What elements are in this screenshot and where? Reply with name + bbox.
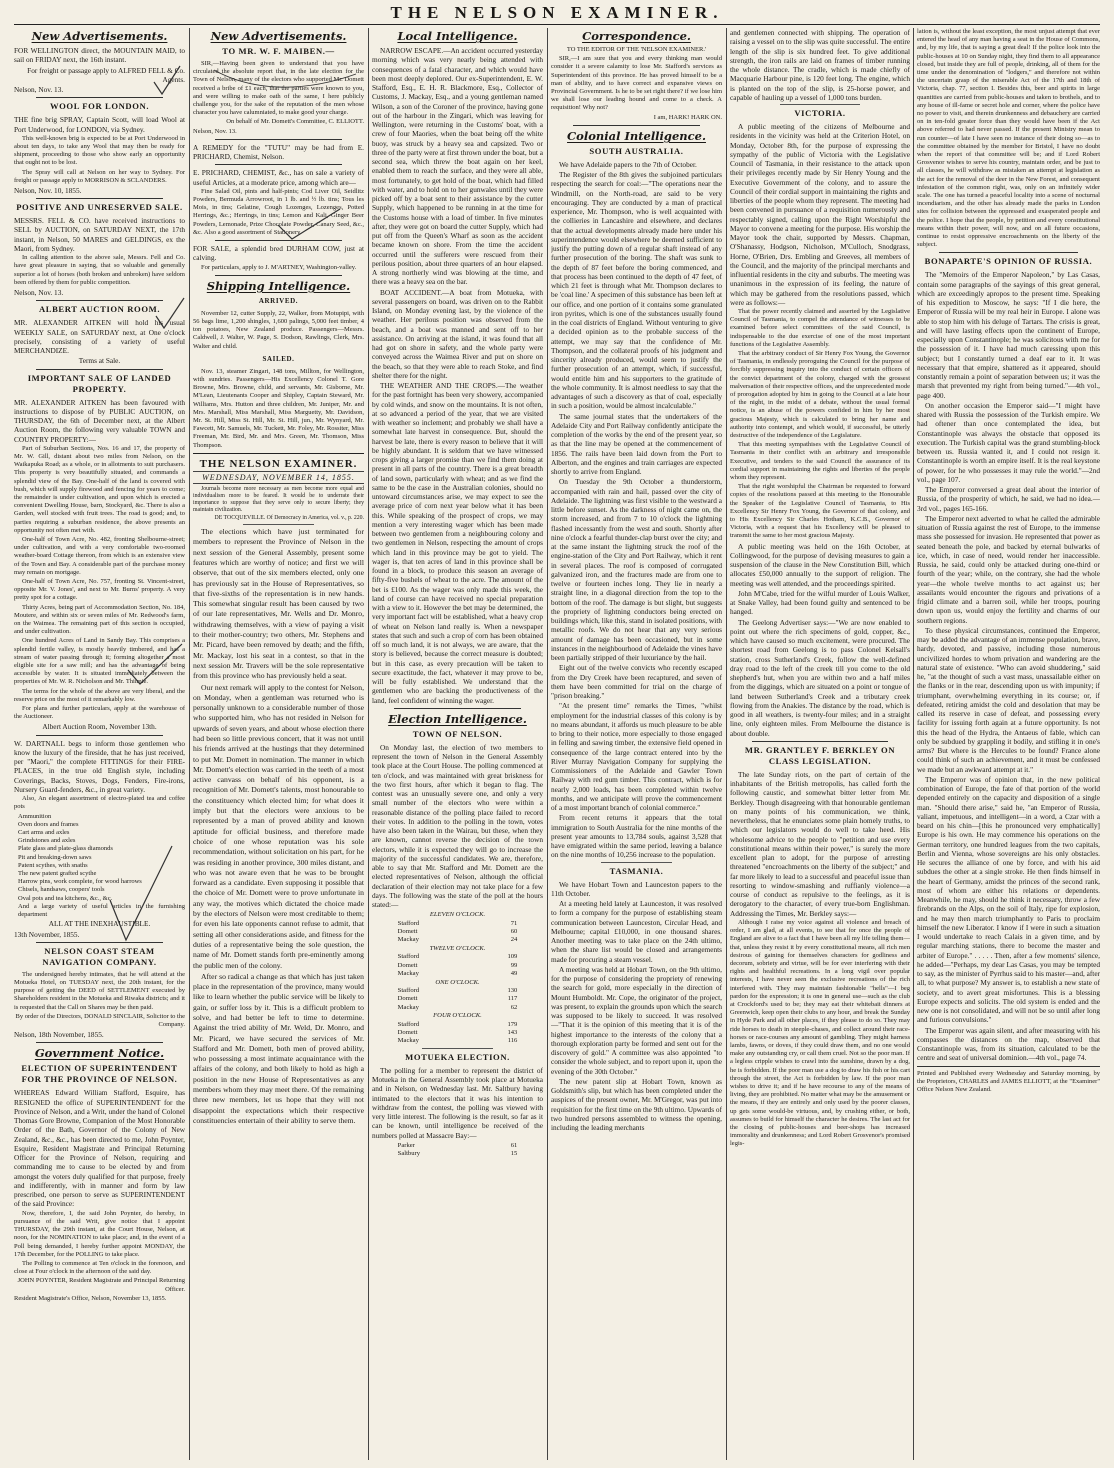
column-advertisements-2 [193, 28, 364, 1460]
ad-agents: For freight or passage apply to ALFRED FELL & Co. Agents. [27, 65, 185, 84]
poll-cell: 71 [510, 919, 518, 927]
letter-text: SIR,—Having been given to understand that you have circulated the absolute report that, in the late election for the Town of Nelson, many of the electors who supported Mr. Domett received a bribe of £1 each, that the parties were known to you, and were willing to make oath of the same, I here publicly challenge you, for the sake of the reputation of the men whose character you have calumniated, to make good your charge. [193, 60, 364, 117]
news-paragraph: and gentlemen connected with shipping. The operation of raising a vessel on to the slip was quite successful. The entire length of the slip is six hundred feet. To give additional strength, the iron rails are laid on frames of timber running the whole distance. The cradle, which is made chiefly of Macquarie Harbour pine, is 120 feet long. The engine, which is planted on the top of the slip, is 25-horse power, and capable of hauling up a vessel of 1,000 tons burden. [730, 28, 910, 102]
ad-date: Nelson, Nov. 10, 1855. [14, 185, 82, 195]
ad-text: One hundred Acres of Land in Sandy Bay. This comprises a splendid fertile valley, is mostly heavily timbered, and has a stream of water passing through it; forming altogether a most eligible site for a saw mill; and has the advantage of being accessible by water. It is situated immediately between the properties of Mr. W. R. Nicholson and Mr. Thilmie. [14, 637, 185, 686]
divider [752, 741, 888, 742]
news-paragraph: NARROW ESCAPE.—An accident occurred yesterday morning which was very nearly being attended with consequences of a fatal character, and which would have been most deeply deplored. Our ex-Superintendent, E. W. Stafford, Esq., E. H. R. Blackmore, Esq., Collector of Customs, J. Mackay, Esq., and a young gentleman named Wilson, a son of the Coroner of the province, having gone out of the harbour in the Zingari, which was leaving for Wellington, were returning in the Customs' boat, with a crew of four Maories, when the boat being off the white buoy, was struck by a heavy sea and capsized. Two or three of the party were at first thrown under the boat, but a second sea, which threw the boat again on her keel, enabled them to reach the surface, and they were all able, most fortunately, to get hold of the boat, which had filled with water, and to hold on to her gunwales until they were picked off by a boat sent to their assistance by the cutter Supply, which happened to be running in at the time for the Customs house with a load of timber. In five minutes after, they were got on board the cutter Supply, which had put off from the Queen's Wharf as soon as the accident became known on shore. From the time the accident occurred until the sufferers were rescued from their perilous position, about three quarters of an hour elapsed. A strong northerly wind was blowing at the time, and there was a heavy sea on the bar. [372, 46, 543, 287]
poll-cell: 15 [510, 1150, 518, 1158]
ad-steam-navigation: The undersigned hereby intimates, that he will attend at the Motueka Hotel, on TUESDAY next, the 20th instant, for the purpose of getting the DEED of SETTLEMENT executed by Shareholders resident in the Motueka and Riwaka districts; and it is requested that the Call on Shares may be then paid. [14, 970, 185, 1011]
shipping-sailed: Nov. 13, steamer Zingari, 148 tons, Millton, for Wellington, with sundries. Passengers—His Excellency Colonel T. Gore Browne, Mrs. Browne, child, and servants, Mr. Gisborne, Mr. M'Lean, Lieutenants Cooper and Shipley, Captain Steward, Mr. Williams, Mrs. Hutton and three children, Mr. Juniper, Mr. and Mrs. Marshall, Miss Marshall, Miss Marguetty, Mr. Davidson, Mr. St. Hill, Miss St. Hill, Mr. St. Hill, jun., Mr. Wynyard, Mr. Fawcett, Mr. Samuels, Mr. Tuckett, Mr. Foley, Mr. Rossiter, Miss Freeman, Mr. Bird, Mr. and Mrs. Green, Mr. Thomson, Miss Thompson. [193, 367, 364, 449]
section-heading: New Advertisements. [31, 29, 168, 43]
divider [215, 240, 342, 241]
news-paragraph: The Emperor was of opinion that, in the new political combination of Europe, the fate of that portion of the world depended entirely on the capacity and disposition of a single man. "Should there arise," said he, "an Emperor of Russia, valiant, impetuous, and intelligent—in a word, a Czar with a beard on his chin—[this he pronounced very emphatically] Europe is his own. He may commence his operations on the German territory, one hundred leagues from the two capitals, Berlin and Vienna, whose sovereigns are his only obstacles. He secures the alliance of one by force, and with his aid subdues the other at a single stroke. He then finds himself in the heart of Germany, amidst the princes of the second rank, most of whom are either his relations or dependents. Meanwhile, he may, should he think it necessary, throw a few firebrands on the Alps, on the soil of Italy, ripe for explosion, and he may then march triumphantly to Paris to proclaim himself the new Liberator. I know if I were in such a situation I would undertake to reach Calais in a given time, and by regular marching stations, there to become the master and arbiter of Europe." . . . . . Then, after a few moments' silence, he added—"Perhaps, my dear Las Casas, you may be tempted to say, as the minister of Pyrrhus said to his master—and, after all, to what purpose? My answer is, to establish a new state of society, and to avert great misfortunes. This is a blessing Europe expects and solicits. The old system is ended and the new one is not consolidated, and will not be so until after long and furious convulsions." [917, 774, 1100, 1025]
poll-cell: 143 [507, 1028, 518, 1036]
divider [780, 104, 860, 105]
ad-date: Nelson, Nov. 13. [14, 85, 64, 94]
ad-heading: IMPORTANT SALE OF LANDED PROPERTY. [27, 372, 172, 394]
poll-cell: Domett [397, 995, 418, 1003]
masthead-rule [14, 24, 1100, 25]
resolution: That the arbitrary conduct of Sir Henry Fox Young, the Governor of Tasmania, in endlessly proroguing the Council for the purpose of forcibly suppressing inquiry into the conduct of certain officers of the convict department of the colony, charged with the grossest malversation of their respective offices, and the unprecedented mode of prorogation adopted by him in going to the Council at a late hour of the night, in the midst of a debate, without the usual formal notice, is an abuse of the powers confided in him by her most gracious Majesty, which is calculated to bring her name and authority into contempt, and which would, if successful, be utterly destructive of the independence of the Legislature. [730, 350, 910, 440]
ad-durham-cow: FOR SALE, a splendid bred DURHAM COW, just at calving. [193, 244, 364, 263]
poll-row [398, 936, 518, 944]
divider [422, 1048, 493, 1049]
poll-cell: Saltbury [397, 1150, 421, 1158]
news-paragraph: On another occasion the Emperor said—"I might have shared with Russia the possession of the Turkish empire. We had oftener than once contemplated the idea, but Constantinople was always the obstacle that opposed its execution. The Turkish capital was the grand stumbling-block between us. Russia wanted it, and I could not resign it. Constantinople is worth an empire itself. It is the real keystone of power, for he who possesses it may rule the world."—2nd vol., page 107. [917, 400, 1100, 484]
column-local-intelligence [372, 28, 543, 1460]
section-heading: Government Notice. [34, 1046, 165, 1061]
poll-cell: Stafford [397, 953, 420, 961]
news-paragraph: The new patent slip at Hobart Town, known as Goldsmith's slip, but which has been completed under the auspices of the present owner, Mr. M'Gregor, was put into requisition for the first time on the 9th ultimo. Upwards of two hundred persons assembled to witness the opening, including the leading merchants [551, 1076, 722, 1133]
poll-cell: 117 [507, 995, 518, 1003]
ad-text: The terms for the whole of the above are very liberal, and the reserve price on the most of it remarkably low. [14, 687, 185, 703]
subheading: BONAPARTE'S OPINION OF RUSSIA. [924, 256, 1093, 267]
ad-text: Part of Suburban Sections, Nos. 16 and 17, the property of Mr. W. Gill, distant about two miles from Nelson, on the Waikapuka Road; as a whole, or in allotments to suit purchasers. This property is very beautifully situated, and commands a splendid view of the Bay. One-half of the land is covered with bush, which will supply firewood and fencing for years to come; the remainder is under cultivation, and upon which is erected a convenient Dwelling House, barn, Stockyard, &c. There is also a Garden, well stocked with fruit trees. The road is good; and, to parties requiring a suburban residence, the above presents an opportunity not often met with. [14, 444, 185, 534]
poll-cell: Domett [397, 928, 418, 936]
section-heading: Correspondence. [582, 29, 691, 43]
ad-signature: By order of the Directors, DONALD SINCLAIR, Solicitor to the Company. [15, 1012, 185, 1028]
ad-horse-sale: MESSRS. FELL & CO. have received instructions to SELL by AUCTION, on SATURDAY NEXT, the 17th instant, in Nelson, 50 MARES and GELDINGS, ex the Maori, from Sydney. [14, 216, 185, 253]
ad-list-item: Chisels, handsaws, coopers' tools [18, 886, 105, 894]
poll-cell: 60 [510, 928, 518, 936]
poll-row [398, 1004, 518, 1012]
divider [36, 300, 163, 301]
ad-item-list [14, 813, 185, 920]
poll-cell: 61 [510, 1141, 518, 1149]
ad-text: In calling attention to the above sale, Messrs. Fell and Co. have great pleasure in saying, that so valuable and generally superior a lot of horses (both broken and unbroken) have seldom been offered by them for public competition. [14, 254, 185, 286]
news-paragraph: The same journal states that the undertakers of the Adelaide City and Port Railway confidently anticipate the completion of the works by the end of the present year, so as that the line may be opened at the commencement of 1856. The rails have been laid down from the Port to Alberton, and the engines and train carriages are expected shortly to arrive from England. [551, 411, 722, 477]
ad-heading: WOOL FOR LONDON. [49, 101, 150, 112]
notice-text: Now, therefore, I, the said John Poynter, do hereby, in pursuance of the said Writ, give notice that I appoint THURSDAY, the 29th instant, at the Court House, Nelson, at noon, for the NOMINATION to take place; and, in the event of a Poll being demanded, I hereby further appoint MONDAY, the 17th December, for the POLLING to take place. [14, 1209, 185, 1258]
ad-list-item: Oval pots and tea kitchens, &c., &c. [18, 894, 113, 902]
notice-date: Resident Magistrate's Office, Nelson, November 13, 1855. [14, 1294, 167, 1302]
letter-text: lation is, without the least exception, the most unjust attempt that ever entered the head of any man having a seat in the House of Commons, and, by my life, that is saying a great deal! If the police look into the public-houses at 10 on Sunday night, they find them to all appearance closed, but inside they are full of people, drinking, all of them for the time under the denomination of "lodgers," and therefore not within the uncertain grasp of the miserable Act of the 17th and 18th of Victoria, chap. 77, section I. Besides this, beer and spirits in large quantities are carried from public-houses and taken to brothels, and to any house of ill-fame or secret hole and corner, where the police have no power to visit, and therein drunkenness and debauchery are carried on in ten-fold greater force than they would have been if the Act above referred to had never passed. If the present Ministry mean to run counter—of late I have seen no instance of their doing so—as to the committee obtained by the member for Bristol, I have no doubt when the report of that committee will be; and if Lord Robert Grosvenor wishes to serve his country, maintain order, and be just to all classes, he will withdraw as mistaken an attempt at legislation as the act for the removal of the deer in the New Forest, and consequent infestation of the common right, was, only on an infinitely wider scale. The one has turned a peaceful locality into a scene of nocturnal incendiarism, and the other has already made the parks in London sites for collision between the oppressed and exasperated people and the police. I hope that the people, by petition and every constitutional means within their power, will now, and on all future occasions, continue to resist oppressive encroachments on the liberty of the subject. [917, 28, 1100, 249]
ad-text: Also, An elegant assortment of electro-plated tea and coffee pots [14, 795, 185, 811]
poll-cell: FOUR O'CLOCK. [433, 1012, 482, 1020]
poll-cell: 62 [510, 1003, 518, 1011]
notice-heading: ELECTION OF SUPERINTENDENT FOR THE PROVINCE OF NELSON. [21, 1063, 178, 1085]
ad-text: One-half of Town Acre, No. 757, fronting St. Vincent-street, opposite Mr. V. Jones', and next to Mr. Burns' property. A very pretty spot for a cottage. [14, 578, 185, 602]
ad-text: For plans and further particulars, apply at the warehouse of the Auctioneer. [14, 705, 185, 721]
news-paragraph: The Geelong Advertiser says:—"We are now enabled to point out where the rich specimens of gold, copper, &c., which have caused so much excitement, were procured. The shortest road from Geelong is to pass Colonel Kelsall's station, cross Sutherland's Creek, follow the well-defined dray road to the left of the creek till you come to the old shepherd's hut, when you are within two and a half miles from the diggings, which are situated on a point or tongue of land between Sutherland's Creek and a tributary creek flowing from the Anakies. The distance by the road, which is good in all weathers, is twenty-four miles; and in a straight line, only eighteen miles. From Melbourne the distance is about double. [730, 617, 910, 738]
imprint: Printed and Published every Wednesday and Saturday morning, by the Proprietors, CHARLES and JAMES ELLIOTT, at the "Examiner" Office Nelson New Zealand. [917, 1069, 1100, 1094]
news-paragraph: Eight out of the twelve convicts who recently escaped from the Dry Creek have been recaptured, and seven of them have been committed for trial on the charge of "prison breaking." [551, 663, 722, 701]
poll-row [398, 911, 518, 919]
ad-list-item: Oven doors and frames [18, 820, 79, 828]
ad-date: Albert Auction Room, November 13th. [42, 722, 157, 732]
epigraph: Journals become more necessary as men become more equal and individualism more to be feared. It would be to underrate their importance to suppose that they serve only to secure liberty; they maintain civilization. [193, 486, 364, 514]
ad-date: 13th November, 1855. [14, 929, 80, 939]
divider [215, 164, 342, 165]
news-paragraph: The Register of the 8th gives the subjoined particulars respecting the search for coal:—"The operations near the Windmill, on the North-road, are said to be very encouraging. They are conducted by a man of practical experience, Mr. Thompson, who is well acquainted with the collieries in Lancashire and elsewhere, and declares that the actual developments already made here under his superintendence would elsewhere be deemed sufficient to justify the putting down of a regular shaft instead of any further prosecution of the boring. The shaft was sunk to the depth of 87 feet before the boring commenced, and that process has been continued to the depth of 47 feet, of which 21 feet is through what Mr. Thompson declares to be 'coal line.' A specimen of this substance has been left at our office, and one portion of it contains some granulated iron pyrites, which is one of the substances usually found in the coal districts of England. Without venturing to give a decided opinion as to the probable success of the attempt, we may say that the confidence of Mr. Thompson, and the collateral proofs of his judgment and sincerity already produced, would seem to justify the further prosecution of an attempt, which, if successful, would entitle him and his supporters to the gratitude of the whole community. It is almost needless to say that the advantages of such a discovery as that of coal, especially in such a position, would be almost incalculable." [551, 170, 722, 411]
resolution: That the right worshipful the Chairman be requested to forward copies of the resolutions passed at this meeting to the Honourable the Speaker of the Legislative Council of Tasmania, to His Excellency Sir Henry Fox Young, the Governor of that colony, and to His Excellency Sir Charles Hotham, K.C.B., Governor of Victoria, with a request that his Excellency will be pleased to transmit the same to her most gracious Majesty. [730, 483, 910, 540]
poll-cell: 24 [510, 936, 518, 944]
letter-heading: TO THE EDITOR OF THE 'NELSON EXAMINER.' [566, 46, 707, 53]
letter-signature: I am, HARK! HARK ON. [653, 113, 722, 121]
news-paragraph: BOAT ACCIDENT.—A boat from Motueka, with several passengers on board, was driven on to the Rabbit Island, on Monday evening last, by the violence of the weather. Her perilous position was observed from the beach, and a boat was manned and sent off to her assistance. On arriving at the island, it was found that all had got on shore in safety, and the whole party were conveyed across the Waimea River and put on shore on the beach, so that they were able to reach Stoke, and find shelter there for the night. [372, 287, 543, 380]
news-paragraph: The Emperor conversed a great deal about the interior of Russia, of the prosperity of which, he said, we had no idea.—3rd vol., pages 165-166. [917, 485, 1100, 513]
poll-cell: TWELVE O'CLOCK. [429, 944, 486, 952]
editorial-date: WEDNESDAY, NOVEMBER 14, 1855. [193, 471, 364, 484]
subheading: TOWN OF NELSON. [412, 728, 503, 739]
news-paragraph: We have Hobart Town and Launceston papers to the 11th October. [551, 879, 722, 898]
news-paragraph: A public meeting of the citizens of Melbourne and residents in the vicinity was held at the Criterion Hotel, on Monday, October 8th, for the purpose of expressing the sympathy of the public of Victoria with the Legislative Council of Tasmania, in their resistance to the attack upon their privileges recently made by Sir Henry Young and the Executive Government of the colony, and to assure the Council of their cordial support in maintaining the rights and liberties of the people whom they represent. The meeting had been convened in pursuance of a requisition numerously and respectably signed, calling upon the Right Worshipful the Mayor to convene a meeting for the purpose. His worship the Mayor took the chair, supported by Messrs. Chapman, O'Shanassy, Hodgson, Nicholson, M'Culloch, Snodgrass, Horne, O'Brien, Drs. Embling and Greeves, all members of the Council, and the majority of the principal merchants and influential residents in the city and suburbs. The meeting was unanimous in the expression of its feeling, the nature of which may be gathered from the resolutions passed, which were as follows:— [730, 122, 910, 307]
ad-spray: THE fine brig SPRAY, Captain Scott, will load Wool at Port Underwood, for LONDON, via Sydney. [14, 115, 185, 134]
ad-text: One-half of Town Acre, No. 482, fronting Shelbourne-street; under cultivation, and with a very comfortable two-roomed weather-board Cottage thereon, from which is an extensive view of the Town and Bay. A considerable part of the purchase money may remain on mortgage. [14, 536, 185, 576]
editorial-paragraph: Our next remark will apply to the contest for Nelson, on Monday, when a gentleman was returned who is personally unknown to a considerable number of those who supported him, who has not resided in Nelson for upwards of seven years, and about whose election there had been so little previous concert, that it was not until his friends arrived at the hustings that they determined to put Mr. Domett in nomination. The manner in which Mr. Domett's election was carried in the teeth of a most active canvass on behalf of his opponent, is a recognition of Mr. Domett's talents, most honourable to the constituency which elected him; for what does it imply but that the electors were anxious to be represented by a man of proved ability and known aptitude for official business, and therefore made choice of one whose reputation was his sole recommendation, without solicitation on his part, for he was residing in another province, 300 miles distant, and who was not aware even that he was to be brought forward as a candidate. Even supposing it possible that the choice of Mr. Domett were to prove unfortunate in any way, the motives which dictated the choice made by the electors of Nelson were most creditable to them; for even his late opponents cannot refuse to admit, that setting all other considerations aside, and fitness for the duties of a representative being the sole question, the name of Mr. Domett stands forth pre-eminently among the public men of the colony. [193, 682, 364, 970]
poll-cell: Parker [397, 1141, 415, 1149]
divider [394, 708, 521, 709]
poll-cell: 179 [507, 1020, 518, 1028]
column-rule [189, 28, 190, 1460]
ad-list-item: Ammunition [18, 812, 52, 820]
subheading: MOTUEKA ELECTION. [405, 1051, 510, 1062]
news-paragraph: To these physical circumstances, continued the Emperor, may be added the advantage of an immense population, brave, hardy, devoted, and passive, including those numerous uncivilized hordes to whom privation and wandering are the natural state of existence. "Who can avoid shuddering," said he, "at the thought of such a vast mass, unassailable either on the flanks or in the rear, descending upon us with impunity; if triumphant, overwhelming everything in its course; or, if defeated, retiring amidst the cold and desolation that may be called its reserve in case of defeat, and possessing every facility for issuing forth again at a future opportunity. Is not this the head of the Hydra, the Antaeus of fable, which can only be subdued by grappling it bodily, and stifling it in one's arms? But where is the Hercules to be found? France alone could think of such an achievement, and it must be confessed we made but an awkward attempt at it." [917, 625, 1100, 774]
news-paragraph: The late Sunday riots, on the part of certain of the inhabitants of the British metropolis, has called forth the following caustic, and somewhat bitter letter from Mr. Berkley. Though disagreeing with that honourable gentleman on many points of his communication, we think, nevertheless, that he enunciates some plain homely truths, to which our legislators would do well to take heed. His wholesome advice to the people to "petition and use every constitutional means within their power," is surely the more excellent plan to adopt, for the purpose of arresting threatened "encroachments on the liberty of the subject;" and far more likely to lead to a successful and peaceful issue than resorting to window-smashing and ruffianly violence—a course of conduct as repulsive to the feelings, as it is derogatory to the character, of every true-born Englishman. Addressing the Times, Mr. Berkley says:— [730, 769, 910, 918]
divider [36, 97, 163, 98]
letter-text: Although I raise my voice against all violence and breach of order, I am glad, at all events, to see that for once the people of England are alive to a fact that I have been all my life telling them—that, unless they resist it by every constitutional means, all rich men desirous of gaining for themselves characters for godliness and decorum, sobriety and virtue, will be for ever interfering with their rights and healthful recreations. In a long vigil over popular interests, I have never seen the exclusive recreations of the rich interfered with. They may maintain fashionable "hells"—I beg pardon for the expression; it is one in general use—such as the club at Crockford's used to be; they may eat their whitebait dinners at Greenwich, keep open their clubs to any hour, and break the Sunday in Hyde Park and all other places, if they please to do so. They may ride horses to death in steeple-chases, and collect around their race-horses or race-courses any amount of gambling. They might harness lambs, fawns, or doves, if they could draw them, and no one would make any outstanding cry, or call them cruel. Not so the poor man. If a legless cripple wishes to crawl into the sunshine, drawn by a dog, he is forbidden. If the poor man use a dog to draw his fish or his cart through the street, the Act is forbidden by law. If the poor man wishes to drive it; and if he have recourse to any of the means of living, they are prohibited. No matter what may be the amusement or the means, if they are entirely and only used by the poorer classes, up gets some would-be virtuous, and, by crushing either, or both, assumes to build for himself the character he desires. The last act for the closing of public-houses and beer-shops has increased immorality and drunkenness; and Lord Robert Grosvenor's promised legis- [730, 918, 910, 1148]
poll-row [398, 953, 518, 961]
ad-terms: Terms at Sale. [78, 356, 121, 366]
ad-heading: ALBERT AUCTION ROOM. [38, 304, 161, 315]
ad-heading: POSITIVE AND UNRESERVED SALE. [16, 202, 183, 213]
letter-date: Nelson, Nov. 13. [193, 127, 237, 135]
notice-signature: JOHN POYNTER, Resident Magistrate and Principal Returning Officer. [17, 1277, 185, 1293]
ad-tutu-remedy: A REMEDY for the "TUTU" may be had from E. PRICHARD, Chemist, Nelson. [193, 142, 364, 162]
column-rule [368, 28, 369, 1460]
poll-table [398, 1142, 518, 1159]
divider [36, 1042, 163, 1043]
poll-row [398, 1021, 518, 1029]
poll-row [398, 1150, 518, 1158]
news-paragraph: We have Adelaide papers to the 7th of October. [559, 159, 697, 169]
ad-list-item: Patent scythes, with snaths [18, 861, 88, 869]
news-paragraph: John M'Cabe, tried for the wilful murder of Louis Walker, at Snake Valley, had been found guilty and sentenced to be hanged. [730, 588, 910, 617]
ad-date: Nelson, 18th November, 1855. [14, 1030, 104, 1040]
shipping-arrived: November 12, cutter Supply, 22, Walker, from Motupipi, with 56 bags lime, 1,200 shingles, 1,600 palings, 5,000 feet timber, 4 ton potatoes, New Zealand produce. Passengers—Messrs. Caldwell, J. Walter, W. Page, S. Dodson, Rawlings, Clerk, Mrs. Walter and child. [193, 309, 364, 350]
subheading: SOUTH AUSTRALIA. [589, 145, 684, 156]
poll-row [398, 1012, 518, 1020]
resolution: That the power recently claimed and asserted by the Legislative Council of Tasmania, to compel the attendance of witnesses to be examined before select committees of the said Council, is indispensable to the due exercise of one of the most important functions of the Legislative Assembly. [730, 308, 910, 348]
poll-cell: Stafford [397, 919, 420, 927]
news-paragraph: The Emperor next adverted to what he called the admirable situation of Russia against the rest of Europe, to the immense mass she possessed for invasion. He represented that power as seated beneath the pole, and backed by eternal bulwarks of ice, which, in case of need, would render her inaccessible. Russia, he said, could only be attacked during one-third or fourth of the year; while, on the contrary, she had the whole year—the whole twelve months to act against us; her assailants would encounter the rigours and privations of a frigid climate and a barren soil, while her troops, pouring down upon us, would enjoy the fertility and charms of our southern regions. [917, 513, 1100, 625]
ad-text: For particulars, apply to J. M'ARTNEY, Washington-valley. [201, 263, 357, 271]
ad-signature: ALL AT THE INEXHAUSTIBLE. [48, 919, 151, 929]
subheading: SAILED. [262, 354, 295, 363]
poll-row [398, 1037, 518, 1045]
section-heading: Colonial Intelligence. [567, 128, 706, 143]
poll-cell: 109 [507, 953, 518, 961]
notice-text: WHEREAS Edward William Stafford, Esquire, has RESIGNED the office of SUPERINTENDENT for the Province of Nelson, and a Writ, under the hand of Colonel Thomas Gore Browne, Companion of the Most Honorable Order of the Bath, Governor of the Colony of New Zealand, &c., &c., has been directed to me, John Poynter, Esquire, Resident Magistrate and Principal Returning Officer for the Province of Nelson, requiring and commanding me to cause to be elected by and from amongst the voters duly qualified for that purpose, freely and indifferently, with in manner and form by law prescribed, one person to serve as SUPERINTENDENT of the said Province: [14, 1088, 185, 1209]
ad-date: Nelson, Nov. 13. [14, 288, 64, 298]
poll-cell: Mackay [397, 936, 419, 944]
poll-cell: Domett [397, 961, 418, 969]
divider [36, 198, 163, 199]
ad-text: Fine Salad Oil, pints and half-pints; Cod Liver Oil, Seidlitz Powders, Bermuda Arrowroot, in 1 lb. and ½ lb. tins; Tous les Mois, in tins; Gelatine, Cough Lozenges, Lozenges, Potted Herrings, &c.; Herrings, in tins; Lemon and Kali, Ginger Beer Powders, Lemonade, Prize Chocolate Powder, Canary Seed, &c., &c. Also a good assortment of Stationery. [193, 187, 364, 236]
ad-list-item: Pit and breaking-down saws [18, 853, 92, 861]
ad-text: This well-known brig is expected to be at Port Underwood in about ten days, to take any Wool that may then be ready for shipment, proceeding to those who show early an opportunity that ought not to be lost. [14, 134, 185, 167]
subheading: ARRIVED. [258, 296, 299, 305]
poll-row [398, 1142, 518, 1150]
news-paragraph: At a meeting held lately at Launceston, it was resolved to form a company for the purpose of establishing steam communication between Launceston, Circular Head, and Melbourne; capital £10,000, in one thousand shares. Another meeting was to take place on the 24th ultimo, when the share list would be closed and arrangements made for procuring a steam vessel. [551, 899, 722, 964]
divider [215, 275, 342, 276]
section-heading: New Advertisements. [210, 29, 347, 43]
column-rule [913, 28, 914, 1460]
ad-list-item: Harrow pins, work complete, for wood harrows [18, 878, 142, 886]
poll-row [398, 979, 518, 987]
letter-text: SIR,—I am sure that you and every thinking man would consider it a severe calamity to lose Mr. Stafford's services as Superintendent of this province. He has proved himself to be a man of ability, and to have correct and expansive views on Provincial Government. Is he to be set right there? if we lose him we shall lose our leading hound and come to a check. A requisition! Why not? [551, 55, 722, 112]
news-paragraph: The polling for a member to represent the district of Motueka in the General Assembly took place at Motueka and in Nelson, on Wednesday last. Mr. Saltbury having intimated to the electors that it was his intention to withdraw from the contest, the polling was viewed with very little interest. The following is the result, so far as it can be known, until intelligence be received of the numbers polled at Massacre Bay:— [372, 1065, 543, 1140]
ad-list-item: Cart arms and axles [18, 829, 70, 837]
subheading: TASMANIA. [609, 865, 664, 876]
poll-row [398, 928, 518, 936]
poll-cell: Domett [397, 1028, 418, 1036]
ad-list-item: Grindstones and axles [18, 837, 76, 845]
news-paragraph: A meeting was held at Hobart Town, on the 9th ultimo, for the purpose of considering the propriety of renewing the search for gold, more especially in the direction of Mount Humboldt. Mr. Cope, the originator of the project, was present, to explain the grounds upon which the search was supposed to be likely to succeed. It was resolved—"That it is the opinion of this meeting that it is of the highest importance to the interests of the colony that a thorough exploration party be formed and sent out for the discovery of gold." A committee was also appointed "to consider the whole subject, and to report upon it, upon the evening of the 30th October." [551, 964, 722, 1076]
divider [601, 862, 672, 863]
poll-row [398, 1029, 518, 1037]
ad-dartnall: W. DARTNALL begs to inform those gentlemen who know the luxury of the fireside, that he has just received, per "Maori," the complete FITTINGS for their FIRE-PLACES, in the true old English style, including Coverings, Backs, Stoves, Dogs, Fenders, Fire-irons, Nursery Guard-fenders, &c., in great variety. [14, 738, 185, 794]
divider [243, 524, 314, 525]
poll-cell: 49 [510, 970, 518, 978]
ad-text: Thirty Acres, being part of Accommodation Section, No. 184, Moutere, and within six or seven miles of Mr. Redwood's farm, on the Waimea. The remaining part of this section is occupied, and under cultivation. [14, 603, 185, 636]
ad-prichard: E. PRICHARD, CHEMIST, &c., has on sale a variety of useful Articles, at a moderate price, among which are— [193, 168, 364, 187]
poll-cell: ONE O'CLOCK. [435, 978, 480, 986]
epigraph-attribution: DE TOCQUEVILLE. Of Democracy in America, vol. v., p. 220. [214, 515, 364, 522]
poll-cell: 130 [507, 986, 518, 994]
poll-cell: Mackay [397, 1003, 419, 1011]
news-paragraph: A public meeting was held on the 16th October, at Collingwood, for the purpose of devising measures to gain a suspension of the clause in the New Constitution Bill, which allocates £50,000 annually to the support of religion. The meeting was well attended, and the proceedings spirited. [730, 541, 910, 588]
news-paragraph: THE WEATHER AND THE CROPS.—The weather for the past fortnight has been very showery, accompanied by cold winds, and snow on the mountains. It is not often, at so advanced a period of the year, that we are visited with weather so inclement; and probably we shall have a somewhat late harvest in consequence. But, should the harvest be late, there is every reason to believe that it will be highly abundant. It is seldom that we have witnessed crops giving a larger promise than we find them doing at present in all parts of the country. There is a great breadth of land sown, particularly with wheat; and as we find the same to be the case in the Australian colonies, should no untoward circumstances arise, we may expect to see the average price of corn next year below what it has been this. While speaking of the prospect of crops, we may mention a very interesting wager which has been made between two gentlemen from a neighbouring colony and two gentlemen in Nelson, respecting the amount of crops which land in this province may be got to yield. The wager is, that ten acres of land in this province shall be found in a block, to produce this season an average of fifty-five bushels of wheat to the acre. The amount of the bet is £100. As the wager was only made this week, the land of course can have received no special preparation with a view to it. However the bet may be determined, the very important fact will be established, what a heavy crop of wheat on Nelson land really is. When a newspaper states that such and such a crop of corn has been obtained off so much land, it is not always, we are aware, that the story is believed, because the correct measure is doubted; but in this case, as every precaution will be taken to secure exactitude, the fact, whatever it may prove to be, will be fully established. We understand that the gentlemen who are backing the productiveness of the land, feel confident of winning the wager. [372, 381, 543, 705]
ad-list-item: And a large variety of useful articles in the furnishing department [18, 902, 185, 919]
poll-row [398, 920, 518, 928]
news-paragraph: On Tuesday the 9th October a thunderstorm, accompanied with rain and hail, passed over the city of Adelaide. The lightning was first visible to the westward a little before sunset. As the darkness of night came on, the storm increased, and from 7 to 10 o'clock the lightning flashed incessantly from the west and south. Shortly after nine o'clock a fearful thunder-clap burst over the city; and at the same instant the lightning struck the roof of the engine-station of the City and Port Railway, which it rent in several places. The roof is composed of corrugated galvanized iron, and the fractures made are from one to twelve or fourteen inches long. They lie in nearly a straight line, in a diagonal direction from the top to the bottom of the roof. The damage is but slight, but suggests the propriety of lightning conductors being erected on buildings which, like this, stand in isolated positions, with metallic roofs. We do not hear that any very serious amount of damage has been occasioned, but in some instances in the neighbourhood of Adelaide the vines have been partially stripped of their luxuriance by the hail. [551, 477, 722, 663]
ad-list-item: The new patent grafted scythe [18, 870, 97, 878]
divider [573, 125, 700, 126]
divider [36, 735, 163, 736]
divider [36, 942, 163, 943]
poll-row [398, 962, 518, 970]
column-correspondence [551, 28, 722, 1460]
editorial-title: THE NELSON EXAMINER. [199, 457, 358, 470]
poll-row [398, 995, 518, 1003]
news-paragraph: The "Memoirs of the Emperor Napoleon," by Las Casas, contain some paragraphs of the sayings of this great general, which are exceedingly apropos to the present time. Speaking of his expedition to Moscow, he says: "If I die here, the Emperor of Russia will be my real heir in Europe. I alone was able to stop him with his deluge of Tartars. The crisis is great, and will have lasting effects upon the continent of Europe, especially upon Constantinople; he was solicitous with me for the possession of it. I have had much caressing upon this subject; but I constantly turned a deaf ear to it. It was necessary that that empire, shattered as it appeared, should constantly remain a point of separation between us; it was the marsh that prevented my right from being turned."—4th vol., page 400. [917, 270, 1100, 400]
news-paragraph: "At the present time" remarks the Times, "whilst employment for the industrial classes of this colony is by no means abundant, it affords us much pleasure to be able to bring to their notice, more especially to those engaged in felling and sawing timber, the extensive field opened in consequence of the large contract entered into by the River Murray Navigation Company for supplying the Commissioners of the Adelaide and Gawler Town Railway with red gum timber. This contract, which is for nearly 2,000 loads, has been completed within twelve months, and we anticipate will prove the commencement of a most important branch of colonial commerce." [551, 701, 722, 813]
section-heading: Local Intelligence. [397, 29, 518, 43]
poll-cell: Mackay [397, 970, 419, 978]
column-rule [547, 28, 548, 1460]
poll-cell: 99 [510, 961, 518, 969]
ad-aitken-weekly: MR. ALEXANDER AITKEN will hold his usual WEEKLY SALE, on SATURDAY next, at One o'clock precisely, consisting of a variety of useful MERCHANDIZE. [14, 318, 185, 356]
poll-cell: Stafford [397, 986, 420, 994]
column-colonial-continued [730, 28, 910, 1460]
divider [917, 1066, 1100, 1067]
ad-mountain-maid: FOR WELLINGTON direct, the MOUNTAIN MAID, to sail on FRIDAY next, the 16th instant. [14, 46, 185, 65]
news-paragraph: From recent returns it appears that the total immigration to South Australia for the nine months of the present year amounts to 13,784 souls, against 3,528 that have emigrated within the same period, leaving a balance on the nine months of 10,256 increase to the population. [551, 813, 722, 860]
divider [36, 369, 163, 370]
masthead: THE NELSON EXAMINER. [390, 3, 724, 22]
subheading: MR. GRANTLEY F. BERKLEY ON CLASS LEGISLATION. [744, 744, 896, 766]
editorial-paragraph: After so radical a change as that which has just taken place in the representation of the province, many would like to learn whether the public service will be likely to gain, or suffer loss by it. This is a difficult problem to solve, and had better be left to time to determine. Against the tried ability of Mr. Weld, Dr. Monro, and Mr. Picard, we have secured the services of Mr. Stafford and Mr. Domett, both men of proved ability, who possessing a most intimate acquaintance with the affairs of the colony, and both likely to hold as high a position in the new House of Representatives as any members whom they may meet there. Of the remaining three new members, let us hope that they will not disappoint the expectations which their respective constituencies entertain of their ability to serve them. [193, 971, 364, 1125]
poll-cell: ELEVEN O'CLOCK. [429, 911, 486, 919]
subheading: VICTORIA. [794, 108, 846, 118]
notice-text: The Polling to commence at Ten o'clock in the forenoon, and close at Four o'clock in the afternoon of the said day. [14, 1259, 185, 1276]
news-paragraph: On Monday last, the election of two members to represent the town of Nelson in the General Assembly took place at the Court House. The polling commenced at ten o'clock, and was maintained with great briskness for the two first hours, after which it began to flag. The contest was an unusually severe one, and only a very small number of the electors who were within a reasonable distance of the polling place failed to record their votes. In addition to the polling in the town, votes have also been taken in the Wairau, but these, when they are known, cannot reverse the decision of the town electors, while it is expected they will go to increase the majority of the successful candidates. We are, therefore, able to say that Mr. Stafford and Mr. Domett are the elected representatives of Nelson, although the official declaration of their election may not take place for a few days. The following was the state of the poll at the hours stated:— [372, 742, 543, 909]
ad-list-item: Plate glass and plate-glass diamonds [18, 845, 113, 853]
ad-landed-property: MR. ALEXANDER AITKEN has been favoured with instructions to dispose of by PUBLIC AUCTION, on THURSDAY, the 6th of December next, at the Albert Auction Room, the following very valuable TOWN and COUNTRY PROPERTY:— [14, 397, 185, 444]
poll-row [398, 987, 518, 995]
divider [193, 453, 364, 454]
divider [939, 252, 1078, 253]
column-bonaparte [917, 28, 1100, 1460]
poll-cell: Mackay [397, 1037, 419, 1045]
editorial-paragraph: The elections which have just terminated for members to represent the Province of Nelson in the next session of the General Assembly, present some features which are worthy of notice; and first we will observe, that out of the six members elected, only one has previously sat in the House of Representatives, so that five-sixths of the representation is in new hands. This somewhat singular result has been caused by two of our late representatives, Mr. Wells and Dr. Monro, withdrawing themselves, with a view of paying a visit to their mother-country; two others, Mr. Stephens and Mr. Picard, have been removed by death; and the fifth, Mr. Mackay, lost his seat in a contest, so that in the next session Mr. Travers will be the sole representative from this province who has previously held a seat. [193, 527, 364, 681]
resolution: That this meeting sympathises with the Legislative Council of Tasmania in their conflict with an arbitrary and irresponsible Executive, and tenders to the said Council the assurance of its cordial support in maintaining the rights and liberties of the people whom they represent. [730, 441, 910, 482]
poll-row [398, 945, 518, 953]
section-heading: Shipping Intelligence. [206, 278, 351, 293]
poll-row [398, 970, 518, 978]
letter-heading: TO MR. W. F. MAIBEN.— [222, 46, 335, 56]
ad-heading: NELSON COAST STEAM NAVIGATION COMPANY. [42, 945, 157, 967]
ad-text: The Spray will call at Nelson on her way to Sydney. For freight or passage apply to MORRISON & SCLANDERS. [14, 168, 185, 184]
column-advertisements-1 [14, 28, 185, 1460]
divider [215, 139, 342, 140]
poll-cell: Stafford [397, 1020, 420, 1028]
letter-signature: On behalf of Mr. Domett's Committee, C. ELLIOTT. [226, 118, 364, 126]
column-rule [726, 28, 727, 1460]
poll-cell: 116 [507, 1037, 518, 1045]
section-heading: Election Intelligence. [388, 711, 527, 726]
poll-table [398, 911, 518, 1046]
news-paragraph: The Emperor was again silent, and after measuring with his compasses the distances on the map, observed that Constantinople was, from its situation, calculated to be the centre and seat of universal dominion.—4th vol., page 74. [917, 1025, 1100, 1063]
